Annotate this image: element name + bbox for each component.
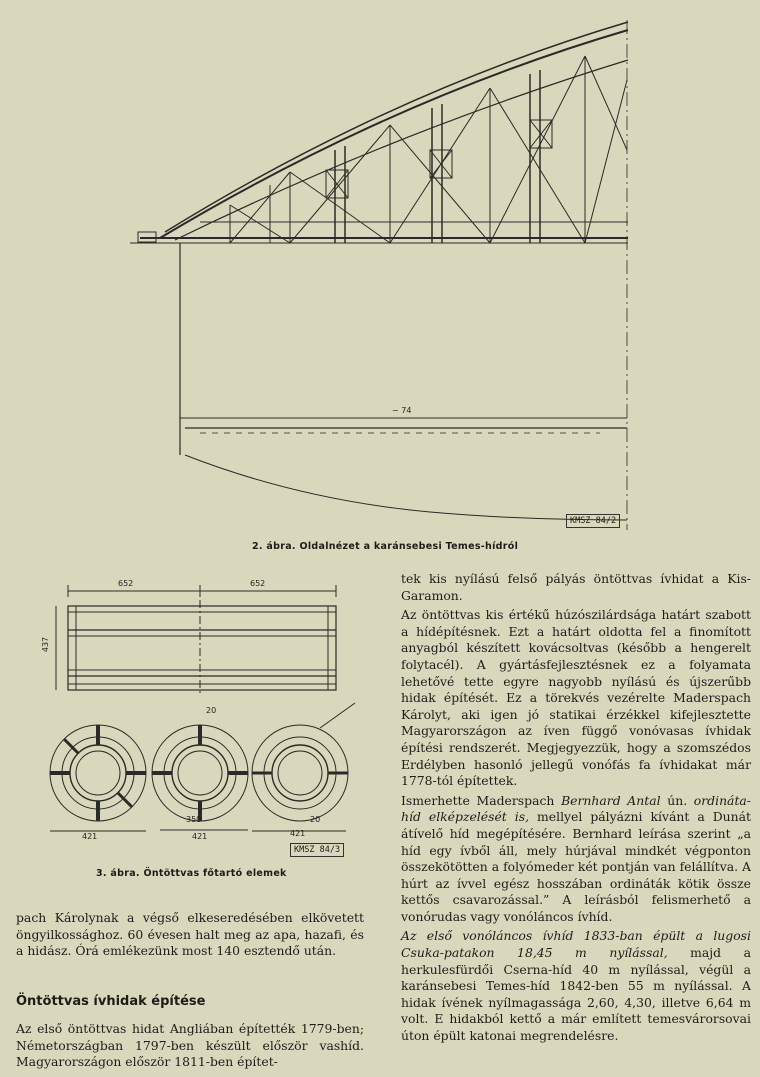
span-dimension-label: ~ 74 xyxy=(392,406,412,415)
left-column xyxy=(16,910,364,963)
para4-text: majd a herkulesfürdői Cserna-híd 40 m nyílással, végül a karánsebesi Temes-híd 1842-ben 55 m nyílással. A hidak ívének nyílmagassága 2,60, 4,30, illetve 6,64 m volt. E hidakból kettő a már említett temesvárorsovai úton épült katonai megrendelésre. xyxy=(401,945,751,1044)
dim-350: 350 xyxy=(186,815,202,824)
dim-height: 437 xyxy=(41,636,51,653)
figure-3-stamp: KMSZ 84/3 xyxy=(290,843,344,857)
dim-top-right: 652 xyxy=(250,579,266,588)
dim-421-left: 421 xyxy=(82,832,98,841)
right-paragraph-1: tek kis nyílású felső pályás öntöttvas ívhidat a Kis-Garamon. xyxy=(401,571,751,603)
figure-2-caption: 2. ábra. Oldalnézet a karánsebesi Temes-hídról xyxy=(252,541,519,552)
right-paragraph-2: Az öntöttvas kis értékű húzószilárdsága határt szabott a hídépítésnek. Ezt a határt oldotta fel a finomított anyagból készített kovácsoltvas (később a hengerelt folytacél). A gyártásfejlesztésnek ez a folyamata lehetővé tette egyre nagyobb nyílású és újszerűbb hidak építését. Ez a törekvés vezérelte Maderspach Károlyt, aki igen jó statikai érzékkel kifejlesztette Magyarországon az íven függő vonóvasas ívhidak építési rendszerét. Megjegyezzük, hogy a szomszédos Erdélyben hasonló jellegű vonófás fa ívhidakat már 1778-tól építettek. xyxy=(401,607,751,789)
right-column xyxy=(401,571,751,1048)
para3-text-c: mellyel pályázni kívánt a Dunát átívelő híd megépítésére. Bernhard leírása szerint „a híd egy ívből áll, mely húrjával mindkét végponton összekötötten a folyómeder két pontján van felállítva. A húrt az ívvel egész hosszában ordináták kötik össze kettős csavarozással.” A leírásból felismerhető a vonórudas vagy vonóláncos ívhíd. xyxy=(401,809,751,924)
dim-421-mid: 421 xyxy=(192,832,208,841)
right-paragraph-4 xyxy=(401,928,751,1044)
para3-text-b: ún. xyxy=(660,792,694,808)
section-heading: Öntöttvas ívhidak építése xyxy=(16,994,206,1009)
dim-20-right: 20 xyxy=(310,815,321,824)
right-paragraph-3 xyxy=(401,793,751,926)
para3-italic-name: Bernhard Antal xyxy=(561,792,661,808)
dim-20-top: 20 xyxy=(206,706,217,715)
para4-italic: Az első vonóláncos ívhíd 1833-ban épült a lugosi Csuka-patakon 18,45 m nyílással, xyxy=(401,928,751,961)
left-paragraph-2: Az első öntöttvas hidat Angliában építették 1779-ben; Németországban 1797-ben készült először vashíd. Magyarországon először 1811-ben építet- xyxy=(16,1021,364,1070)
figure-3-caption: 3. ábra. Öntöttvas főtartó elemek xyxy=(96,868,287,879)
para3-italic-concept: ordináta-híd elképzelését is, xyxy=(401,792,751,825)
dim-421-right: 421 xyxy=(290,829,306,838)
left-paragraph-1: pach Károlynak a végső elkeseredésében elkövetett öngyilkossághoz. 60 évesen halt meg az apa, hazafi, és a hidász. Órá emlékezünk most 140 esztendő után. xyxy=(16,910,364,959)
left-column-body xyxy=(16,1021,364,1074)
dim-top-left: 652 xyxy=(118,579,134,588)
para3-text-a: Ismerhette Maderspach xyxy=(401,792,562,808)
figure-2-stamp: KMSZ 84/2 xyxy=(566,514,620,528)
